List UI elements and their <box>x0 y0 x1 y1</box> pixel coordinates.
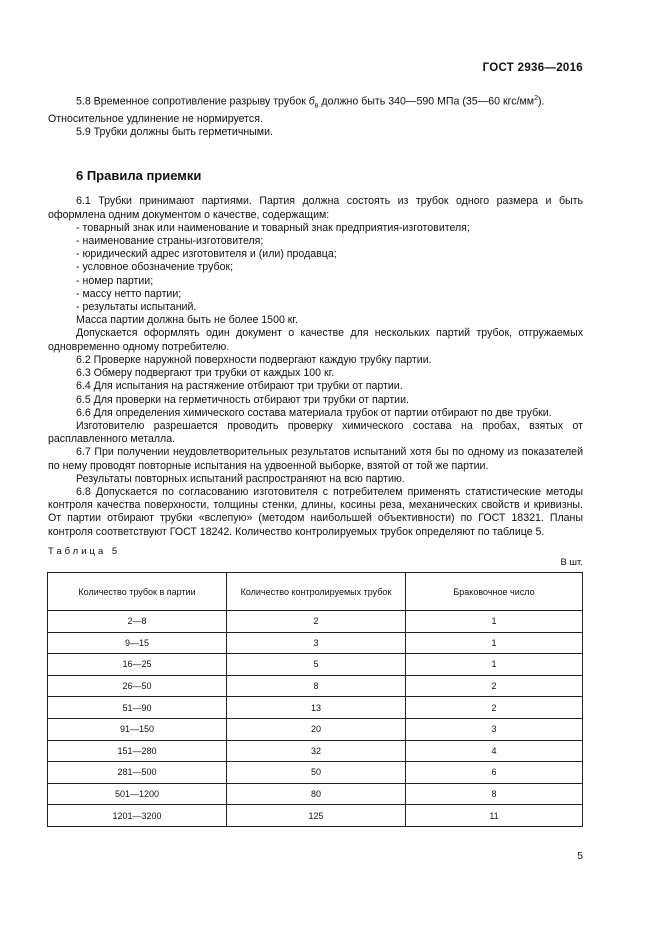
sampling-table <box>47 572 583 827</box>
list-item: - условное обозначение трубок; <box>76 261 234 274</box>
table-row: 281—500 50 6 <box>48 762 583 784</box>
clause-5-9: 5.9 Трубки должны быть герметичными. <box>76 126 273 139</box>
body-text <box>48 92 583 539</box>
table-row: 16—25 5 1 <box>48 654 583 676</box>
mass-limit: Масса партии должна быть не более 1500 кг. <box>76 314 298 327</box>
table-unit: В шт. <box>560 557 583 568</box>
document-code: ГОСТ 2936—2016 <box>482 62 583 74</box>
list-item: - товарный знак или наименование и товарный знак предприятия-изготовителя; <box>76 221 470 234</box>
list-item: - юридический адрес изготовителя и (или) продавца; <box>76 248 337 261</box>
clause-6-5: 6.5 Для проверки на герметичность отбирают три трубки от партии. <box>76 393 409 406</box>
table-row: 91—150 20 3 <box>48 718 583 740</box>
clause-5-8-elongation: Относительное удлинение не нормируется. <box>48 112 263 125</box>
clause-6-6: 6.6 Для определения химического состава материала трубок от партии отбирают по две трубки. <box>76 406 552 419</box>
clause-6-4: 6.4 Для испытания на растяжение отбирают три трубки от партии. <box>76 380 403 393</box>
table-row: 1201—3200 125 11 <box>48 805 583 827</box>
header-rejection-number: Браковочное число <box>406 573 583 611</box>
table-row: 26—50 8 2 <box>48 675 583 697</box>
clause-6-6-melt: Изготовителю разрешается проводить проверку химического состава на пробах, взятых от расплавленного металла. <box>48 419 583 446</box>
table-caption: Таблица 5 <box>48 546 121 557</box>
page-number: 5 <box>577 850 583 862</box>
clause-6-7: 6.7 При получении неудовлетворительных результатов испытаний хотя бы по одному из показателей по нему проводят повторные испытания на удвоенной выборке, взятой от той же партии. <box>48 446 583 472</box>
document-contents-list <box>48 222 583 314</box>
table-row: 51—90 13 2 <box>48 697 583 719</box>
list-item: - массу нетто партии; <box>76 287 182 300</box>
single-document-note: Допускается оформлять один документ о качестве для нескольких партий трубок, отгружаемых одновременно одному потребителю. <box>48 327 583 353</box>
table-row: 2—8 2 1 <box>48 611 583 633</box>
clause-6-3: 6.3 Обмеру подвергают три трубки от каждых 100 кг. <box>76 367 335 380</box>
clause-6-2: 6.2 Проверке наружной поверхности подвергают каждую трубку партии. <box>76 353 432 366</box>
table-row: 151—280 32 4 <box>48 740 583 762</box>
clause-6-1: 6.1 Трубки принимают партиями. Партия должна состоять из трубок одного размера и быть оформлена одним документом о качестве, содержащим: <box>48 195 583 221</box>
header-lot-size: Количество трубок в партии <box>48 573 227 611</box>
clause-6-7-results: Результаты повторных испытаний распространяют на всю партию. <box>76 472 405 485</box>
list-item: - наименование страны-изготовителя; <box>76 235 264 248</box>
section-title: 6 Правила приемки <box>76 168 202 184</box>
table-header-row <box>48 573 583 611</box>
list-item: - номер партии; <box>76 274 154 287</box>
clause-5-8: 5.8 Временное сопротивление разрыву трубок $б_в$ должно быть 340—590 МПа (35—60 кгс/$мм^2$). <box>76 95 545 110</box>
list-item: - результаты испытаний. <box>76 301 197 314</box>
table-row: 501—1200 80 8 <box>48 783 583 805</box>
table-row: 9—15 3 1 <box>48 632 583 654</box>
header-sample-size: Количество контролируемых трубок <box>227 573 406 611</box>
sigma-symbol: б <box>308 95 315 108</box>
clause-6-8: 6.8 Допускается по согласованию изготовителя с потребителем применять статистические методы контроля качества поверхности, толщины стенки, длины, косины реза, механических свойств и кривизны. От партии отбирают трубки «вслепую» (методом наибольшей объективности) по ГОСТ 18321. Планы контроля соответствуют ГОСТ 18242. Количество контролируемых трубок определяют по таблице 5. <box>48 485 583 538</box>
